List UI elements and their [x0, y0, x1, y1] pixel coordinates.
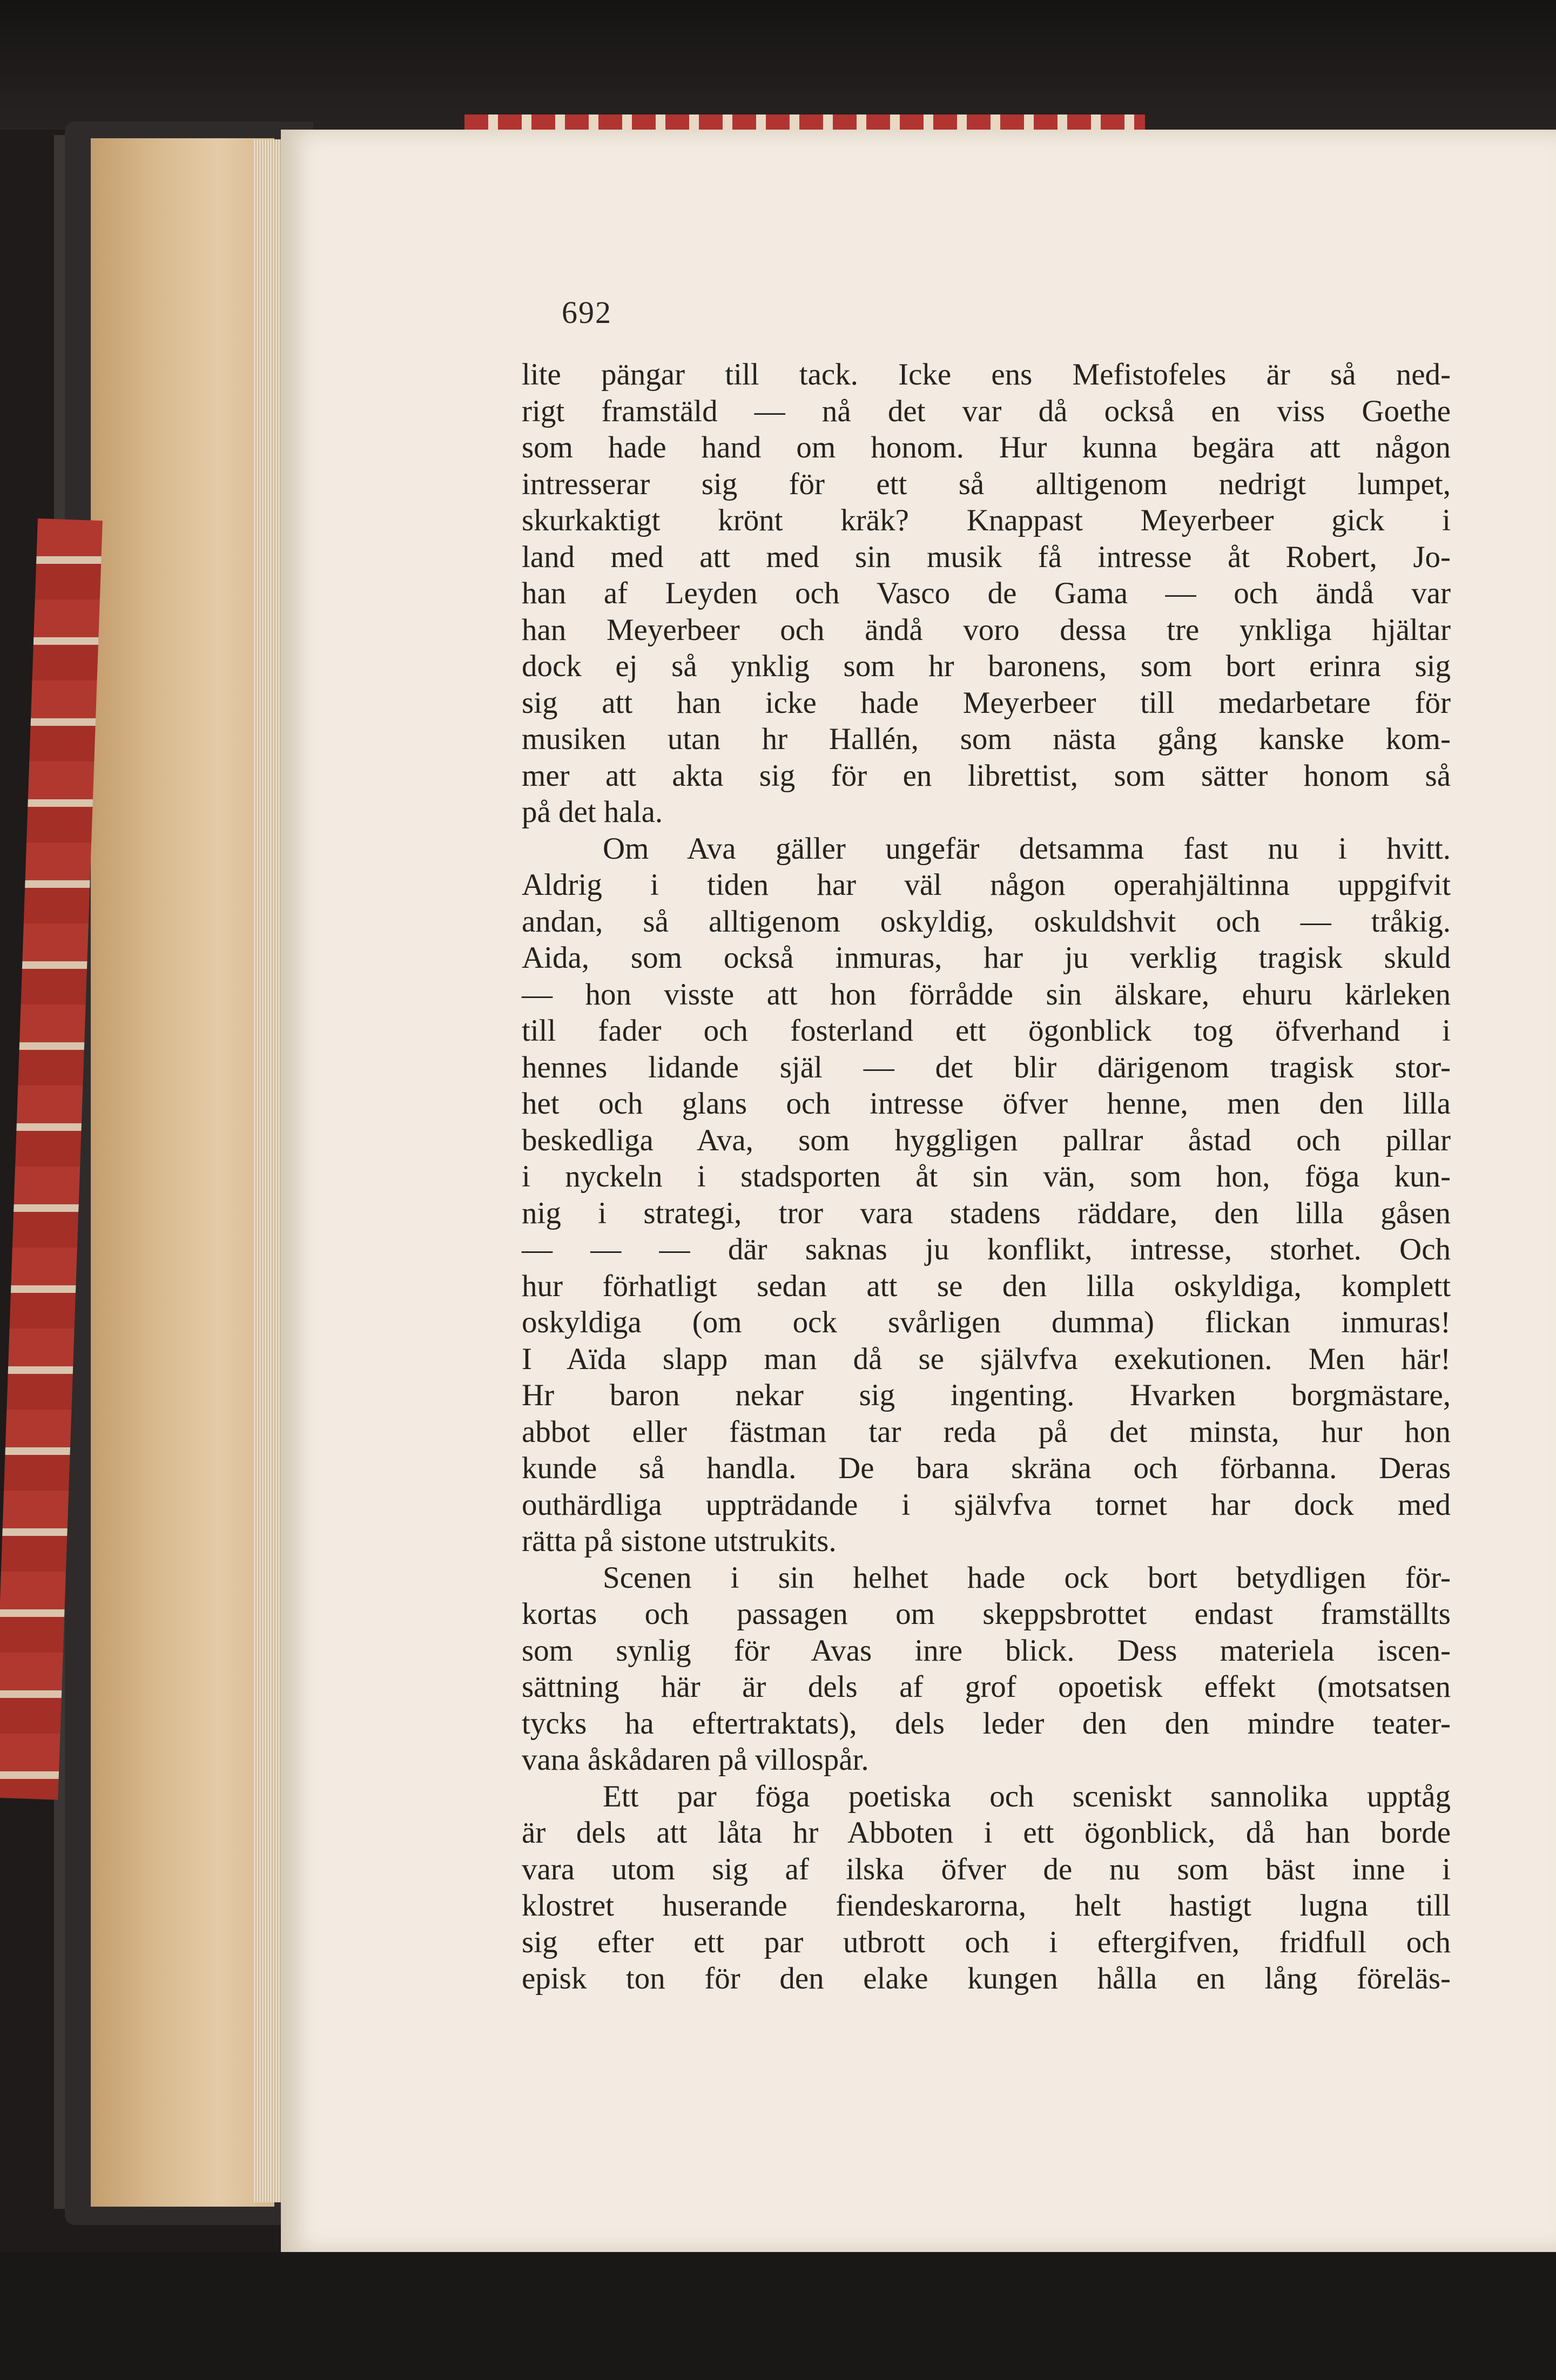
- text-line: sig att han icke hade Meyerbeer till medarbetare för: [522, 685, 1451, 720]
- book-headband: [464, 114, 1145, 130]
- text-line: klostret huserande fiendeskarorna, helt hastigt lugna till: [522, 1889, 1451, 1923]
- page-edges: [254, 139, 281, 2202]
- page-number: 692: [562, 295, 612, 330]
- text-line: Aldrig i tiden har väl någon operahjältinna uppgifvit: [522, 868, 1451, 902]
- text-line: hennes lidande själ — det blir därigenom tragisk stor-: [522, 1050, 1451, 1084]
- text-line: på det hala.: [522, 795, 663, 829]
- page-block-edge: [91, 138, 274, 2207]
- text-line: Aida, som också inmuras, har ju verklig tragisk skuld: [522, 941, 1451, 975]
- text-line: Hr baron nekar sig ingenting. Hvarken borgmästare,: [522, 1378, 1451, 1412]
- background-top: [0, 0, 1556, 130]
- text-line: Om Ava gäller ungefär detsamma fast nu i hvitt.: [603, 831, 1451, 866]
- text-line: som hade hand om honom. Hur kunna begära att någon: [522, 430, 1451, 464]
- text-line: dock ej så ynklig som hr baronens, som bort erinra sig: [522, 649, 1451, 683]
- text-line: han Meyerbeer och ändå voro dessa tre ynkliga hjältar: [522, 612, 1451, 647]
- text-line: vara utom sig af ilska öfver de nu som bäst inne i: [522, 1852, 1451, 1886]
- text-line: outhärdliga uppträdande i självfva tornet har dock med: [522, 1487, 1451, 1522]
- text-line: sig efter ett par utbrott och i eftergifven, fridfull och: [522, 1925, 1451, 1959]
- text-line: hur förhatligt sedan att se den lilla oskyldiga, komplett: [522, 1269, 1451, 1303]
- text-line: sättning här är dels af grof opoetisk effekt (motsatsen: [522, 1670, 1451, 1704]
- body-text: [522, 356, 1451, 1997]
- text-line: I Aïda slapp man då se självfva exekutionen. Men här!: [522, 1341, 1451, 1376]
- text-line: som synlig för Avas inre blick. Dess materiela iscen-: [522, 1633, 1451, 1668]
- text-line: intresserar sig för ett så alltigenom nedrigt lumpet,: [522, 467, 1451, 501]
- text-line: beskedliga Ava, som hyggligen pallrar åstad och pillar: [522, 1123, 1451, 1157]
- text-line: tycks ha eftertraktats), dels leder den den mindre teater-: [522, 1706, 1451, 1741]
- text-line: lite pängar till tack. Icke ens Mefistofeles är så ned-: [522, 358, 1451, 392]
- text-line: vana åskådaren på villospår.: [522, 1743, 869, 1777]
- text-line: — — — där saknas ju konflikt, intresse, storhet. Och: [522, 1232, 1451, 1266]
- text-line: i nyckeln i stadsporten åt sin vän, som hon, föga kun-: [522, 1159, 1451, 1194]
- background-bottom: [0, 2252, 1556, 2380]
- text-line: Scenen i sin helhet hade ock bort betydligen för-: [603, 1560, 1451, 1595]
- text-line: het och glans och intresse öfver henne, men den lilla: [522, 1087, 1451, 1121]
- text-line: musiken utan hr Hallén, som nästa gång kanske kom-: [522, 722, 1451, 756]
- text-line: skurkaktigt krönt kräk? Knappast Meyerbeer gick i: [522, 503, 1451, 537]
- text-line: Ett par föga poetiska och sceniskt sannolika upptåg: [603, 1779, 1451, 1813]
- text-line: andan, så alltigenom oskyldig, oskuldshvit och — tråkig.: [522, 904, 1451, 939]
- text-line: nig i strategi, tror vara stadens räddare, den lilla gåsen: [522, 1196, 1451, 1230]
- text-line: rätta på sistone utstrukits.: [522, 1524, 837, 1558]
- text-line: — hon visste att hon förrådde sin älskare, ehuru kärleken: [522, 977, 1451, 1012]
- text-line: land med att med sin musik få intresse åt Robert, Jo-: [522, 540, 1451, 574]
- text-line: han af Leyden och Vasco de Gama — och ändå var: [522, 576, 1451, 610]
- text-line: abbot eller fästman tar reda på det minsta, hur hon: [522, 1414, 1451, 1449]
- text-line: oskyldiga (om ock svårligen dumma) flickan inmuras!: [522, 1305, 1451, 1339]
- text-line: mer att akta sig för en librettist, som sätter honom så: [522, 758, 1451, 793]
- text-line: episk ton för den elake kungen hålla en lång föreläs-: [522, 1961, 1451, 1995]
- text-line: kunde så handla. De bara skräna och förbanna. Deras: [522, 1451, 1451, 1485]
- text-line: kortas och passagen om skeppsbrottet endast framställts: [522, 1597, 1451, 1631]
- text-line: är dels att låta hr Abboten i ett ögonblick, då han borde: [522, 1816, 1451, 1850]
- text-line: rigt framstäld — nå det var då också en viss Goethe: [522, 394, 1451, 428]
- text-line: till fader och fosterland ett ögonblick tog öfverhand i: [522, 1014, 1451, 1048]
